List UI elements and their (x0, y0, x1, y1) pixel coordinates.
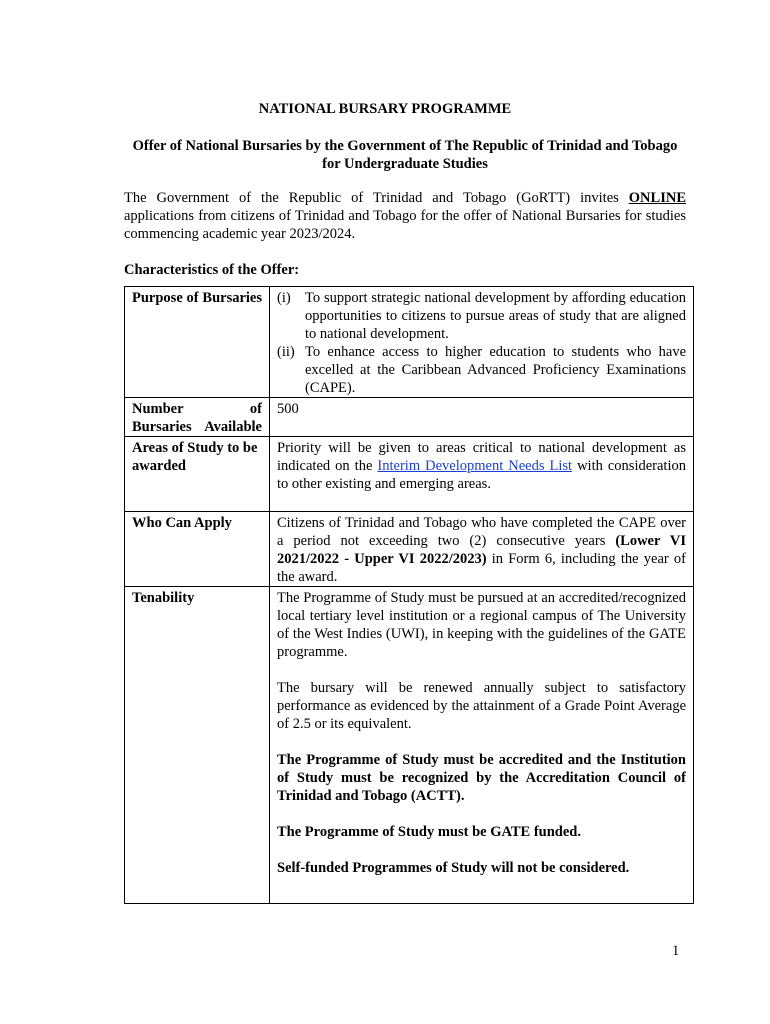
tenability-paragraph-4: The Programme of Study must be GATE funded. (277, 824, 581, 840)
interim-development-needs-link[interactable]: Interim Development Needs List (377, 458, 573, 474)
number-value: 500 (270, 398, 694, 437)
tenability-value (270, 587, 694, 904)
list-item-number: (i) (277, 290, 291, 306)
document-subtitle: Offer of National Bursaries by the Government of The Republic of Trinidad and Tobago for Undergraduate Studies (132, 138, 678, 172)
section-heading: Characteristics of the Offer: (124, 262, 300, 278)
table-row-tenability (125, 587, 694, 904)
tenability-paragraph-5: Self-funded Programmes of Study will not be considered. (277, 860, 630, 876)
who-text-before: Citizens of Trinidad and Tobago who have completed the CAPE over a period not exceeding two (2) consecutive years (277, 515, 686, 549)
who-text-bold: (Lower VI 2021/2022 - Upper VI 2022/2023) (277, 533, 686, 567)
document-title: NATIONAL BURSARY PROGRAMME (258, 101, 512, 117)
offer-characteristics-table (124, 286, 694, 904)
tenability-label: Tenability (125, 587, 270, 904)
table-row-who (125, 512, 694, 587)
who-text-after: in Form 6, including the year of the award. (277, 551, 687, 585)
purpose-list (277, 289, 686, 397)
purpose-value (270, 287, 694, 398)
table-row-number (125, 398, 694, 437)
tenability-paragraph-3: The Programme of Study must be accredited and the Institution of Study must be recognized by the Accreditation Council of Trinidad and Tobago (ACTT). (277, 752, 686, 804)
page-number: 1 (672, 943, 680, 959)
tenability-paragraph-1: The Programme of Study must be pursued at an accredited/recognized local tertiary level institution or a regional campus of The University of the West Indies (UWI), in keeping with the guidelines of the GATE programme. (277, 590, 686, 660)
intro-text-before: The Government of the Republic of Trinidad and Tobago (GoRTT) invites (124, 190, 629, 206)
table-row-areas (125, 437, 694, 512)
who-value (270, 512, 694, 587)
areas-value (270, 437, 694, 512)
list-item-text: To support strategic national development by affording education opportunities to citizens to pursue areas of study that are aligned to national development. (305, 290, 686, 342)
list-item (277, 289, 686, 343)
intro-online-emphasis: ONLINE (628, 190, 686, 206)
list-item-text: To enhance access to higher education to students who have excelled at the Caribbean Advanced Proficiency Examinations (CAPE). (305, 344, 686, 396)
who-label: Who Can Apply (125, 512, 270, 587)
areas-text-after: with consideration to other existing and emerging areas. (277, 458, 686, 492)
areas-text-before: Priority will be given to areas critical to national development as indicated on the (277, 440, 686, 474)
number-label: Number of Bursaries Available (125, 398, 270, 437)
table-row-purpose (125, 287, 694, 398)
purpose-label: Purpose of Bursaries (125, 287, 270, 398)
intro-text-after: applications from citizens of Trinidad and Tobago for the offer of National Bursaries for studies commencing academic year 2023/2024. (124, 208, 686, 242)
tenability-paragraph-2: The bursary will be renewed annually subject to satisfactory performance as evidenced by the attainment of a Grade Point Average of 2.5 or its equivalent. (277, 680, 686, 732)
list-item (277, 343, 686, 397)
intro-paragraph (124, 189, 686, 243)
list-item-number: (ii) (277, 344, 295, 360)
areas-label: Areas of Study to be awarded (125, 437, 270, 512)
